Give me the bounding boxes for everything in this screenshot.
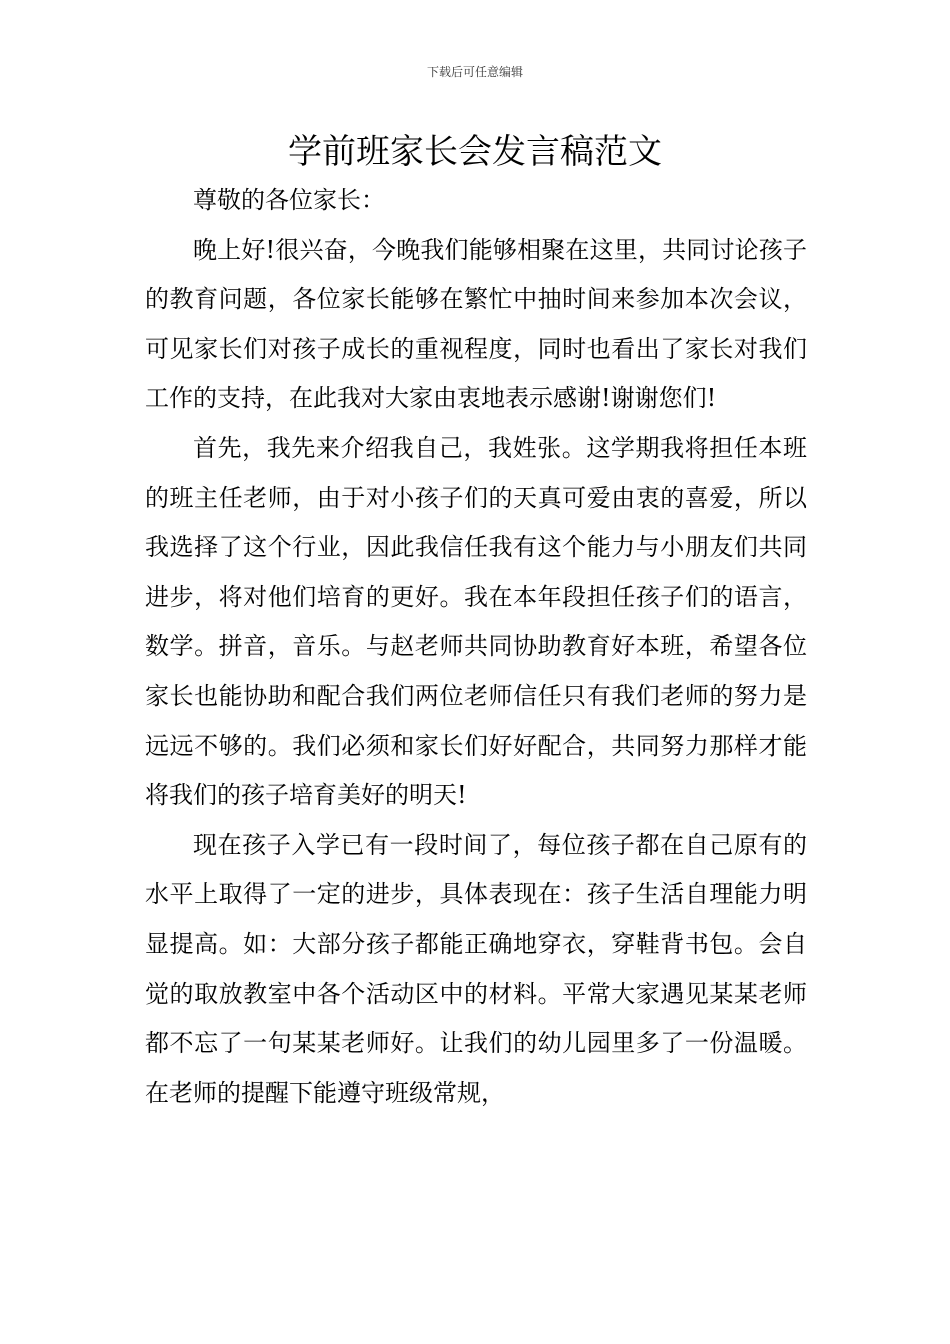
header-note: 下载后可任意编辑 [426, 65, 523, 79]
document-title: 学前班家长会发言稿范文 [288, 132, 662, 172]
paragraph-3: 现在孩子入学已有一段时间了，每位孩子都在自己原有的水平上取得了一定的进步，具体表现在：孩子生活自理能力明显提高。如：大部分孩子都能正确地穿衣，穿鞋背书包。会自觉的取放教室中各个活动区中的材料。平常大家遇见某某老师都不忘了一句某某老师好。让我们的幼儿园里多了一份温暖。在老师的提醒下能遵守班级常规， [145, 830, 807, 1107]
salutation: 尊敬的各位家长： [193, 186, 385, 214]
document-body [145, 176, 807, 1118]
paragraph-2: 首先，我先来介绍我自己，我姓张。这学期我将担任本班的班主任老师，由于对小孩子们的天真可爱由衷的喜爱，所以我选择了这个行业，因此我信任我有这个能力与小朋友们共同进步，将对他们培育的更好。我在本年段担任孩子们的语言，数学。拼音，音乐。与赵老师共同协助教育好本班，希望各位家长也能协助和配合我们两位老师信任只有我们老师的努力是远远不够的。我们必须和家长们好好配合，共同努力那样才能将我们的孩子培育美好的明天! [145, 433, 807, 810]
paragraph-1: 晚上好!很兴奋，今晚我们能够相聚在这里，共同讨论孩子的教育问题，各位家长能够在繁忙中抽时间来参加本次会议，可见家长们对孩子成长的重视程度，同时也看出了家长对我们工作的支持，在此我对大家由衷地表示感谢!谢谢您们! [145, 235, 807, 413]
